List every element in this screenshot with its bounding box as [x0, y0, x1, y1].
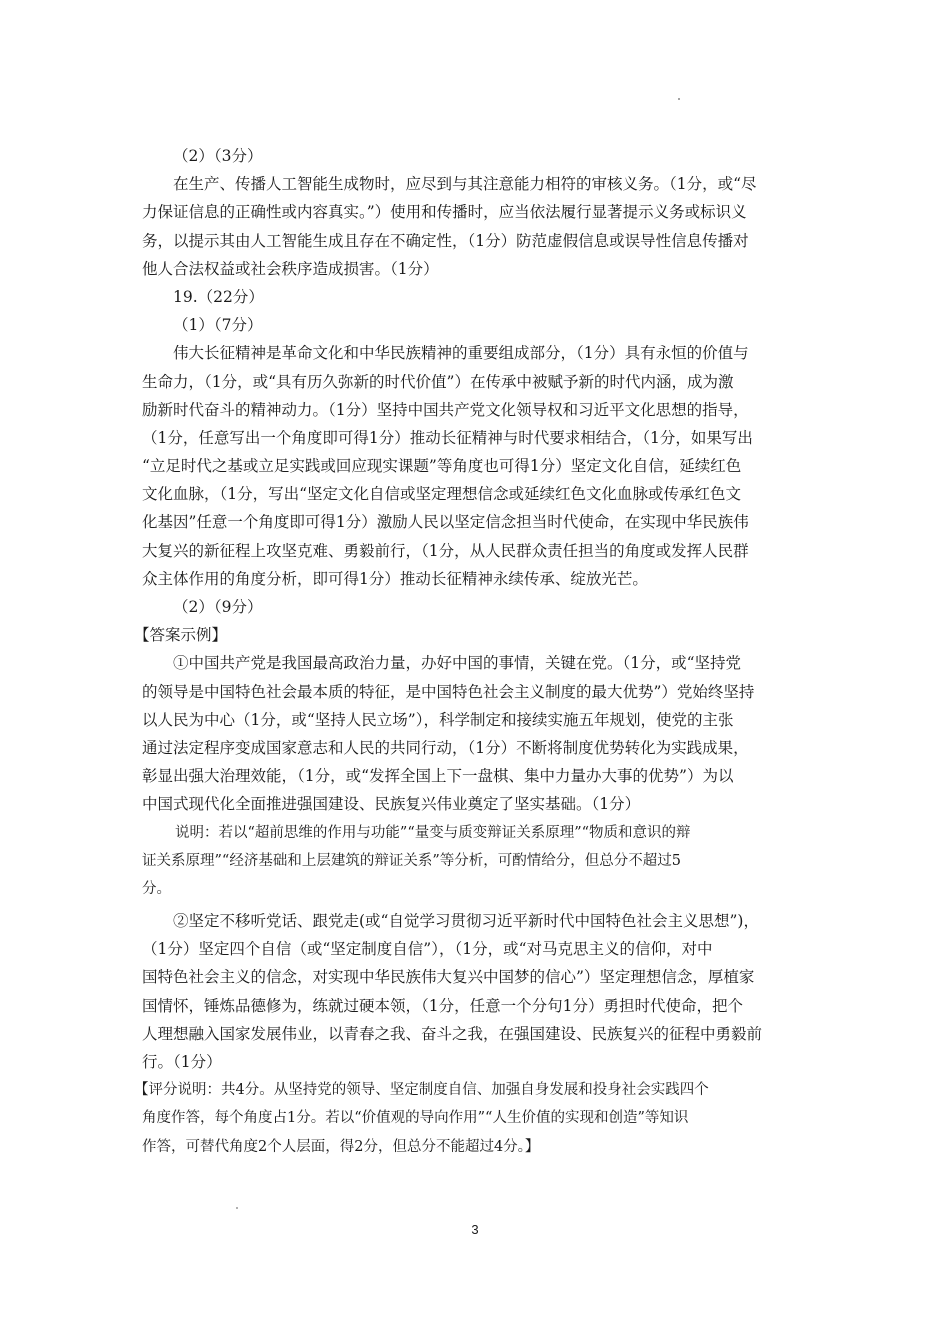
paragraph-line: 伟大长征精神是革命文化和中华民族精神的重要组成部分，（1分）具有永恒的价值与 [173, 344, 749, 363]
scan-speck [236, 1207, 238, 1209]
paragraph-line: ②坚定不移听党话、跟党走(或“自觉学习贯彻习近平新时代中国特色社会主义思想”)， [173, 912, 759, 931]
subquestion-heading: （1）（7分） [173, 316, 263, 335]
paragraph-line: 国特色社会主义的信念，对实现中华民族伟大复兴中国梦的信心”）坚定理想信念，厚植家 [142, 968, 755, 987]
paragraph-line: 务，以提示其由人工智能生成且存在不确定性，（1分）防范虚假信息或误导性信息传播对 [142, 231, 749, 250]
paragraph-line: 文化血脉，（1分，写出“坚定文化自信或坚定理想信念或延续红色文化血脉或传承红色文 [142, 485, 742, 504]
paragraph-line: “立足时代之基或立足实践或回应现实课题”等角度也可得1分）坚定文化自信，延续红色 [142, 457, 742, 476]
paragraph-line: （1分）坚定四个自信（或“坚定制度自信”），（1分，或“对马克思主义的信仰，对中 [142, 940, 713, 959]
question-heading: 19.（22分） [173, 287, 264, 306]
paragraph-line: 力保证信息的正确性或内容真实。”）使用和传播时，应当依法履行显著提示义务或标识义 [142, 203, 747, 222]
paragraph-line: 大复兴的新征程上攻坚克难、勇毅前行，（1分，从人民群众责任担当的角度或发挥人民群 [142, 541, 749, 560]
paragraph-line: 通过法定程序变成国家意志和人民的共同行动，（1分）不断将制度优势转化为实践成果， [142, 738, 749, 757]
paragraph-line: 励新时代奋斗的精神动力。（1分）坚持中国共产党文化领导权和习近平文化思想的指导， [142, 400, 749, 419]
scoring-note-line: 角度作答，每个角度占1分。若以“价值观的导向作用”“人生价值的实现和创造”等知识 [142, 1110, 689, 1127]
note-line: 说明：若以“超前思维的作用与功能”“量变与质变辩证关系原理”“物质和意识的辩 [175, 824, 691, 841]
subquestion-heading: （2）（3分） [173, 147, 263, 165]
paragraph-line: 行。（1分） [142, 1053, 222, 1071]
paragraph-line: 他人合法权益或社会秩序造成损害。（1分） [142, 259, 439, 278]
scoring-note-line: 作答，可替代角度2个人层面，得2分，但总分不能超过4分。】 [142, 1138, 540, 1155]
paragraph-line: 以人民为中心（1分，或“坚持人民立场”），科学制定和接续实施五年规划，使党的主张 [142, 710, 734, 729]
note-line: 证关系原理”“经济基础和上层建筑的辩证关系”等分析，可酌情给分，但总分不超过5 [142, 852, 681, 869]
paragraph-line: 彰显出强大治理效能，（1分，或“发挥全国上下一盘棋、集中力量办大事的优势”）为以 [142, 767, 734, 786]
note-line: 分。 [142, 880, 171, 897]
scoring-note-line: 【评分说明：共4分。从坚持党的领导、坚定制度自信、加强自身发展和投身社会实践四个 [134, 1082, 709, 1099]
paragraph-line: 生命力，（1分，或“具有历久弥新的时代价值”）在传承中被赋予新的时代内涵，成为激 [142, 372, 734, 391]
answer-content [134, 142, 800, 1161]
answer-example-heading: 【答案示例】 [134, 626, 228, 645]
paragraph-line: 中国式现代化全面推进强国建设、民族复兴伟业奠定了坚实基础。（1分） [142, 795, 641, 814]
paragraph-line: 人理想融入国家发展伟业，以青春之我、奋斗之我，在强国建设、民族复兴的征程中勇毅前 [142, 1024, 763, 1043]
subquestion-heading: （2）（9分） [173, 598, 263, 616]
paragraph-line: 的领导是中国特色社会最本质的特征，是中国特色社会主义制度的最大优势”）党始终坚持 [142, 682, 755, 701]
paragraph-line: （1分，任意写出一个角度即可得1分）推动长征精神与时代要求相结合，（1分，如果写出 [142, 428, 753, 447]
paragraph-line: 众主体作用的角度分析，即可得1分）推动长征精神永续传承、绽放光芒。 [142, 569, 648, 588]
paragraph-line: ①中国共产党是我国最高政治力量，办好中国的事情，关键在党。（1分，或“坚持党 [173, 654, 742, 673]
page-number: 3 [471, 1222, 479, 1237]
paragraph-line: 在生产、传播人工智能生成物时，应尽到与其注意能力相符的审核义务。（1分，或“尽 [173, 175, 757, 194]
scan-speck [678, 98, 680, 100]
paragraph-line: 化基因”任意一个角度即可得1分）激励人民以坚定信念担当时代使命，在实现中华民族伟 [142, 513, 749, 532]
paragraph-line: 国情怀，锤炼品德修为，练就过硬本领，（1分，任意一个分句1分）勇担时代使命，把个 [142, 996, 743, 1015]
